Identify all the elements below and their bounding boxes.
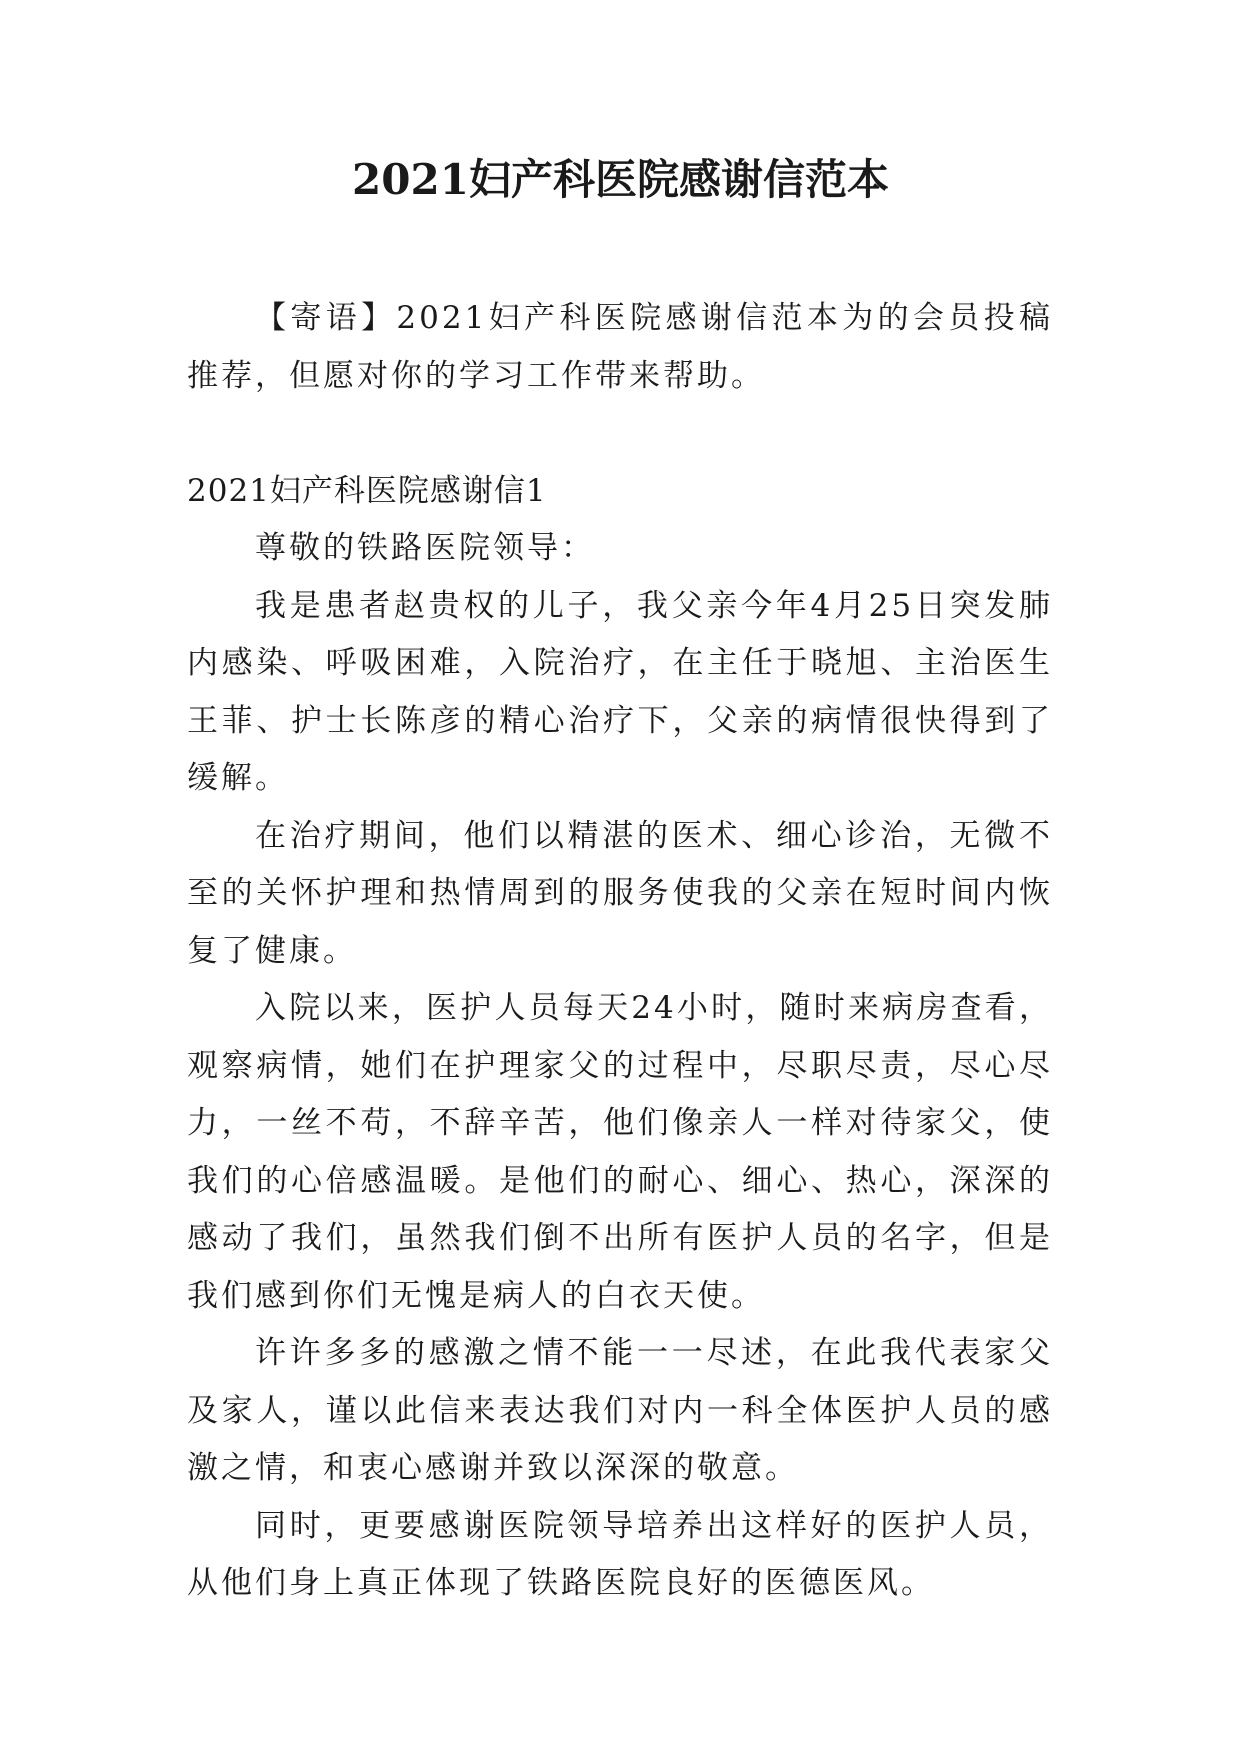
intro-paragraph: 【寄语】2021妇产科医院感谢信范本为的会员投稿推荐，但愿对你的学习工作带来帮助。 (187, 300, 1053, 394)
document-body (187, 290, 1053, 1613)
body-paragraph-5: 同时，更要感谢医院领导培养出这样好的医护人员，从他们身上真正体现了铁路医院良好的医德医风。 (187, 1507, 1053, 1601)
body-paragraph-1: 我是患者赵贵权的儿子，我父亲今年4月25日突发肺内感染、呼吸困难，入院治疗，在主任于晓旭、主治医生王菲、护士长陈彦的精心治疗下，父亲的病情很快得到了缓解。 (187, 587, 1053, 796)
salutation: 尊敬的铁路医院领导： (255, 530, 595, 566)
document-title: 2021妇产科医院感谢信范本 (352, 155, 889, 204)
body-paragraph-4: 许许多多的感激之情不能一一尽述，在此我代表家父及家人，谨以此信来表达我们对内一科全体医护人员的感激之情，和衷心感谢并致以深深的敬意。 (187, 1335, 1053, 1486)
letter-heading: 2021妇产科医院感谢信1 (187, 472, 547, 509)
body-paragraph-3: 入院以来，医护人员每天24小时，随时来病房查看，观察病情，她们在护理家父的过程中，尽职尽责，尽心尽力，一丝不苟，不辞辛苦，他们像亲人一样对待家父，使我们的心倍感温暖。是他们的耐心、细心、热心，深深的感动了我们，虽然我们倒不出所有医护人员的名字，但是我们感到你们无愧是病人的白衣天使。 (187, 990, 1053, 1314)
body-paragraph-2: 在治疗期间，他们以精湛的医术、细心诊治，无微不至的关怀护理和热情周到的服务使我的父亲在短时间内恢复了健康。 (187, 817, 1053, 969)
